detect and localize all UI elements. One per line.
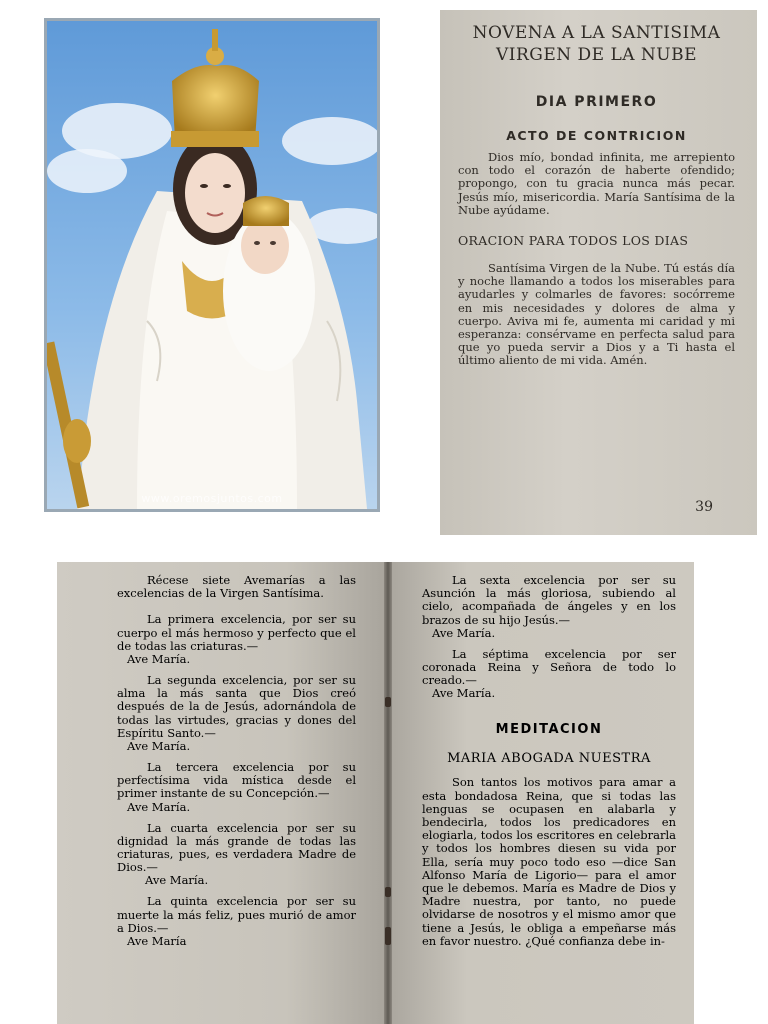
photo-watermark: www.oremosjuntos.com [141, 492, 283, 505]
binding-thread [385, 697, 391, 707]
ave-maria-2: Ave María. [127, 739, 191, 754]
right-page [392, 562, 694, 1024]
ave-maria-5: Ave María [127, 934, 187, 949]
virgin-statue-photo [44, 18, 380, 512]
meditation-title: MARIA ABOGADA NUESTRA [447, 751, 651, 767]
intro-text: Récese siete Avemarías a las excelencias de la Virgen Santísima. [117, 573, 356, 601]
meditation-heading: MEDITACION [495, 722, 603, 738]
meditation-text: Son tantos los motivos para amar a esta bondadosa Reina, que si todas las lenguas se ocupasen en alabarla y bendecirla, todos los predicadores en elogiarla, todos los escritores en celebrarla y todos los hombres diesen su vida por Ella, sería muy poco todo eso —dice San Alfonso María de Ligorio— para el amor que le debemos. María es Madre de Dios y Madre nuestra, por tanto, no puede olvidarse de nosotros y el mismo amor que tiene a Jesús, le obliga a empeñarse más en favor nuestro. ¿Qué confianza debe in- [422, 775, 676, 948]
prayer-text: Santísima Virgen de la Nube. Tú estás día y noche llamando a todos los miserables para ayudarles y colmarles de favores: socórreme en mis necesidades y dolores de alma y cuerpo. Aviva mi fe, aumenta mi caridad y mi esperanza: consérvame en perfecta salud para que yo pueda servir a Dios y a Ti hasta el último aliento de mi vida. Amén. [458, 261, 735, 368]
binding-thread [385, 927, 391, 945]
excellence-1-text: La primera excelencia, por ser su cuerpo el más hermoso y perfecto que el de todas las criaturas.— [117, 612, 356, 653]
day-heading: DIA PRIMERO [535, 94, 658, 110]
ave-maria-6: Ave María. [432, 625, 496, 640]
binding-thread [385, 887, 391, 897]
ave-maria-1: Ave María. [127, 652, 191, 667]
excellence-6-text: La sexta excelencia por ser su Asunción la más gloriosa, subiendo al cielo, acompañada de ángeles y en los brazos de su hijo Jesús.— [422, 573, 676, 627]
ave-maria-4: Ave María. [145, 873, 209, 888]
excellence-4-text: La cuarta excelencia por ser su dignidad la más grande de todas las criaturas, pues, es verdadera Madre de Dios.— [117, 820, 356, 875]
prayer-heading: ORACION PARA TODOS LOS DIAS [458, 233, 689, 249]
novena-title-line-1: NOVENA A LA SANTISIMA [472, 23, 721, 43]
book-spine [384, 562, 392, 1024]
page-number: 39 [695, 499, 713, 515]
excellence-3-text: La tercera excelencia por su perfectísima vida mística desde el primer instante de su Concepción.— [117, 760, 356, 801]
book-spread [57, 562, 694, 1024]
novena-page-39 [440, 10, 757, 535]
excellence-5-text: La quinta excelencia por ser su muerte la más feliz, pues murió de amor a Dios.— [117, 894, 356, 935]
act-heading: ACTO DE CONTRICION [506, 128, 687, 143]
novena-title [458, 22, 735, 66]
excellence-7-text: La séptima excelencia por ser coronada Reina y Señora de todo lo creado.— [422, 646, 676, 688]
excellence-2-text: La segunda excelencia, por ser su alma la más santa que Dios creó después de la de Jesús, adornándola de todas las virtudes, gracias y dones del Espíritu Santo.— [117, 673, 356, 740]
ave-maria-7: Ave María. [432, 686, 496, 701]
ave-maria-3: Ave María. [127, 799, 191, 814]
left-page [57, 562, 384, 1024]
act-text: Dios mío, bondad infinita, me arrepiento con todo el corazón de haberte ofendido; propongo, con tu gracia nunca más pecar. Jesús mío, misericordia. María Santísima de la Nube ayúdame. [458, 150, 735, 217]
statue-illustration [47, 21, 377, 509]
novena-title-line-2: VIRGEN DE LA NUBE [495, 45, 698, 65]
